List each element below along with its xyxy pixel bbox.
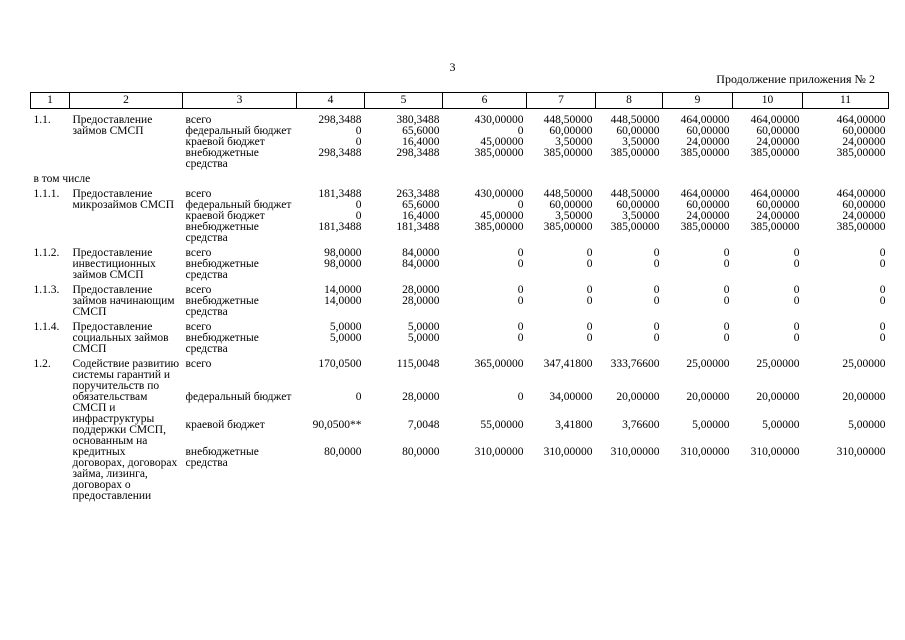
value-cell: 0 (723, 332, 730, 344)
value-cell: 0 (355, 136, 362, 148)
value-cell: 16,4000 (402, 136, 440, 148)
column-number: 1 (31, 93, 70, 109)
value-cell: 55,00000 (480, 418, 524, 431)
value-cell: 448,50000 (610, 114, 660, 126)
value-cell: 45,00000 (480, 136, 524, 148)
value-cell: 0 (793, 332, 800, 344)
value-cell: 115,0048 (396, 358, 440, 370)
column-number-row (31, 93, 889, 109)
value-cell: 464,00000 (750, 114, 800, 126)
funding-source: федеральный бюджет (185, 199, 292, 211)
value-cell: 0 (793, 258, 800, 270)
funding-source: внебюджетные средства (185, 332, 259, 355)
value-cell: 5,00000 (848, 418, 886, 431)
value-cell: 310,00000 (836, 446, 886, 459)
funding-source: всего (185, 188, 212, 200)
measure-name: Предоставление инвестиционных займов СМСП (72, 247, 156, 281)
value-cell: 464,00000 (680, 188, 730, 200)
value-cell: 385,00000 (750, 147, 800, 159)
value-cell: 0 (793, 321, 800, 333)
value-cell: 0 (879, 332, 886, 344)
value-cell: 430,00000 (474, 188, 524, 200)
funding-source: федеральный бюджет (185, 125, 292, 137)
value-cell: 0 (653, 332, 660, 344)
value-cell: 385,00000 (543, 147, 593, 159)
empty-cell (443, 170, 527, 185)
value-cell: 380,3488 (396, 114, 440, 126)
value-cell: 3,50000 (622, 136, 660, 148)
value-cell: 385,00000 (836, 147, 886, 159)
column-number: 10 (733, 93, 803, 109)
value-cell: 24,00000 (842, 210, 886, 222)
value-cell: 24,00000 (686, 210, 730, 222)
measure-name: Содействие развитию системы гарантий и поручительств по обязательствам СМСП и инфраструктуры поддержки СМСП, основанным на кредитных договорах, договорах займа, лизинга, договорах о предоставлении (72, 358, 180, 502)
value-cell: 45,00000 (480, 210, 524, 222)
value-cell: 0 (723, 258, 730, 270)
value-cell: 0 (879, 284, 886, 296)
value-cell: 298,3488 (318, 147, 362, 159)
value-cell: 0 (586, 284, 593, 296)
value-cell: 80,0000 (402, 446, 440, 459)
value-cell: 3,50000 (555, 210, 593, 222)
column-number: 6 (443, 93, 527, 109)
value-cell: 7,0048 (407, 418, 440, 431)
value-cell: 65,6000 (402, 199, 440, 211)
funding-source: внебюджетные средства (185, 258, 259, 281)
value-cell: 0 (793, 295, 800, 307)
column-number: 8 (596, 93, 663, 109)
value-cell: 0 (355, 210, 362, 222)
value-cell: 28,0000 (402, 295, 440, 307)
value-cell: 90,0500** (312, 418, 362, 431)
empty-cell (527, 170, 596, 185)
value-cell: 0 (653, 247, 660, 259)
value-cell: 430,00000 (474, 114, 524, 126)
value-cell: 448,50000 (543, 188, 593, 200)
table-row (31, 281, 889, 296)
row-code: 1.1.1. (33, 188, 60, 200)
value-cell: 310,00000 (610, 446, 660, 459)
value-cell: 60,00000 (616, 199, 660, 211)
value-cell: 0 (586, 247, 593, 259)
row-code: 1.1.3. (33, 284, 60, 296)
measure-name: Предоставление микрозаймов СМСП (72, 188, 175, 211)
value-cell: 0 (793, 284, 800, 296)
column-number: 4 (297, 93, 365, 109)
value-cell: 60,00000 (842, 125, 886, 137)
value-cell: 0 (723, 247, 730, 259)
value-cell: 80,0000 (324, 446, 362, 459)
empty-cell (297, 170, 365, 185)
value-cell: 0 (879, 321, 886, 333)
value-cell: 298,3488 (318, 114, 362, 126)
value-cell: 84,0000 (402, 247, 440, 259)
value-cell: 298,3488 (396, 147, 440, 159)
value-cell: 3,41800 (555, 418, 593, 431)
value-cell: 347,41800 (543, 358, 593, 370)
value-cell: 84,0000 (402, 258, 440, 270)
value-cell: 3,76600 (622, 418, 660, 431)
funding-source: всего (185, 247, 212, 259)
table-row (31, 244, 889, 259)
value-cell: 60,00000 (549, 199, 593, 211)
value-cell: 310,00000 (750, 446, 800, 459)
value-cell: 24,00000 (842, 136, 886, 148)
measure-name: Предоставление займов начинающим СМСП (72, 284, 175, 318)
value-cell: 24,00000 (686, 136, 730, 148)
funding-source: федеральный бюджет (185, 391, 292, 404)
value-cell: 60,00000 (616, 125, 660, 137)
value-cell: 385,00000 (680, 147, 730, 159)
value-cell: 0 (517, 247, 524, 259)
value-cell: 464,00000 (836, 114, 886, 126)
subheading-row (31, 170, 889, 185)
value-cell: 0 (517, 284, 524, 296)
column-number: 11 (803, 93, 889, 109)
value-cell: 0 (517, 125, 524, 137)
value-cell: 310,00000 (543, 446, 593, 459)
value-cell: 5,0000 (329, 321, 362, 333)
measure-name: Предоставление социальных займов СМСП (72, 321, 169, 355)
value-cell: 0 (586, 295, 593, 307)
table-row (31, 185, 889, 200)
value-cell: 0 (586, 332, 593, 344)
value-cell: 263,3488 (396, 188, 440, 200)
value-cell: 464,00000 (680, 114, 730, 126)
column-number: 7 (527, 93, 596, 109)
value-cell: 20,00000 (756, 391, 800, 404)
value-cell: 170,0500 (318, 358, 362, 370)
value-cell: 385,00000 (836, 221, 886, 233)
value-cell: 60,00000 (686, 199, 730, 211)
value-cell: 310,00000 (680, 446, 730, 459)
value-cell: 0 (793, 247, 800, 259)
value-cell: 181,3488 (318, 188, 362, 200)
value-cell: 0 (517, 391, 524, 404)
value-cell: 310,00000 (474, 446, 524, 459)
value-cell: 0 (586, 258, 593, 270)
value-cell: 5,0000 (329, 332, 362, 344)
empty-cell (803, 170, 889, 185)
row-code: 1.2. (33, 358, 51, 370)
value-cell: 0 (517, 199, 524, 211)
funding-source: краевой бюджет (185, 210, 265, 222)
value-cell: 0 (653, 321, 660, 333)
value-cell: 60,00000 (549, 125, 593, 137)
value-cell: 0 (517, 321, 524, 333)
value-cell: 5,00000 (692, 418, 730, 431)
value-cell: 0 (355, 391, 362, 404)
funding-source: краевой бюджет (185, 136, 265, 148)
value-cell: 5,0000 (407, 332, 440, 344)
value-cell: 385,00000 (543, 221, 593, 233)
value-cell: 25,00000 (756, 358, 800, 370)
value-cell: 60,00000 (686, 125, 730, 137)
value-cell: 60,00000 (756, 125, 800, 137)
funding-source: внебюджетные средства (185, 295, 259, 318)
row-code: 1.1.4. (33, 321, 60, 333)
value-cell: 0 (517, 258, 524, 270)
column-number: 5 (365, 93, 443, 109)
value-cell: 20,00000 (686, 391, 730, 404)
value-cell: 448,50000 (610, 188, 660, 200)
funding-source: всего (185, 284, 212, 296)
value-cell: 0 (879, 247, 886, 259)
value-cell: 385,00000 (610, 147, 660, 159)
funding-source: внебюджетные средства (185, 221, 259, 244)
row-code: 1.1.2. (33, 247, 60, 259)
value-cell: 5,00000 (762, 418, 800, 431)
value-cell: 0 (723, 284, 730, 296)
table-row (31, 355, 889, 392)
value-cell: 0 (517, 295, 524, 307)
funding-source: краевой бюджет (185, 418, 265, 431)
value-cell: 0 (653, 258, 660, 270)
table-row (31, 318, 889, 333)
value-cell: 0 (723, 321, 730, 333)
funding-source: всего (185, 114, 212, 126)
empty-cell (365, 170, 443, 185)
value-cell: 3,50000 (622, 210, 660, 222)
value-cell: 25,00000 (842, 358, 886, 370)
page-number: 3 (449, 60, 456, 74)
value-cell: 448,50000 (543, 114, 593, 126)
value-cell: 14,0000 (324, 284, 362, 296)
value-cell: 464,00000 (836, 188, 886, 200)
value-cell: 0 (653, 295, 660, 307)
value-cell: 0 (517, 332, 524, 344)
value-cell: 60,00000 (756, 199, 800, 211)
value-cell: 385,00000 (610, 221, 660, 233)
value-cell: 181,3488 (396, 221, 440, 233)
value-cell: 0 (653, 284, 660, 296)
value-cell: 34,00000 (549, 391, 593, 404)
financing-table (30, 92, 889, 502)
column-number: 2 (70, 93, 183, 109)
continuation-caption: Продолжение приложения № 2 (716, 72, 875, 86)
empty-cell (596, 170, 663, 185)
value-cell: 0 (586, 321, 593, 333)
value-cell: 5,0000 (407, 321, 440, 333)
funding-source: всего (185, 321, 212, 333)
funding-source: внебюджетные средства (185, 147, 259, 170)
value-cell: 464,00000 (750, 188, 800, 200)
empty-cell (663, 170, 733, 185)
value-cell: 65,6000 (402, 125, 440, 137)
value-cell: 0 (723, 295, 730, 307)
value-cell: 14,0000 (324, 295, 362, 307)
value-cell: 385,00000 (680, 221, 730, 233)
value-cell: 98,0000 (324, 247, 362, 259)
value-cell: 365,00000 (474, 358, 524, 370)
value-cell: 98,0000 (324, 258, 362, 270)
value-cell: 25,00000 (686, 358, 730, 370)
value-cell: 333,76600 (610, 358, 660, 370)
value-cell: 20,00000 (616, 391, 660, 404)
value-cell: 0 (879, 258, 886, 270)
value-cell: 385,00000 (474, 147, 524, 159)
value-cell: 0 (355, 125, 362, 137)
value-cell: 20,00000 (842, 391, 886, 404)
value-cell: 385,00000 (474, 221, 524, 233)
value-cell: 181,3488 (318, 221, 362, 233)
funding-source: всего (185, 358, 212, 370)
value-cell: 60,00000 (842, 199, 886, 211)
measure-name: Предоставление займов СМСП (72, 114, 153, 137)
value-cell: 16,4000 (402, 210, 440, 222)
funding-source: внебюджетные средства (185, 446, 259, 470)
value-cell: 0 (879, 295, 886, 307)
in-that-number-label: в том числе (33, 173, 91, 185)
value-cell: 385,00000 (750, 221, 800, 233)
row-code: 1.1. (33, 114, 51, 126)
value-cell: 24,00000 (756, 210, 800, 222)
value-cell: 28,0000 (402, 284, 440, 296)
value-cell: 24,00000 (756, 136, 800, 148)
empty-cell (733, 170, 803, 185)
column-number: 3 (183, 93, 297, 109)
column-number: 9 (663, 93, 733, 109)
value-cell: 0 (355, 199, 362, 211)
table-row (31, 109, 889, 127)
value-cell: 28,0000 (402, 391, 440, 404)
value-cell: 3,50000 (555, 136, 593, 148)
